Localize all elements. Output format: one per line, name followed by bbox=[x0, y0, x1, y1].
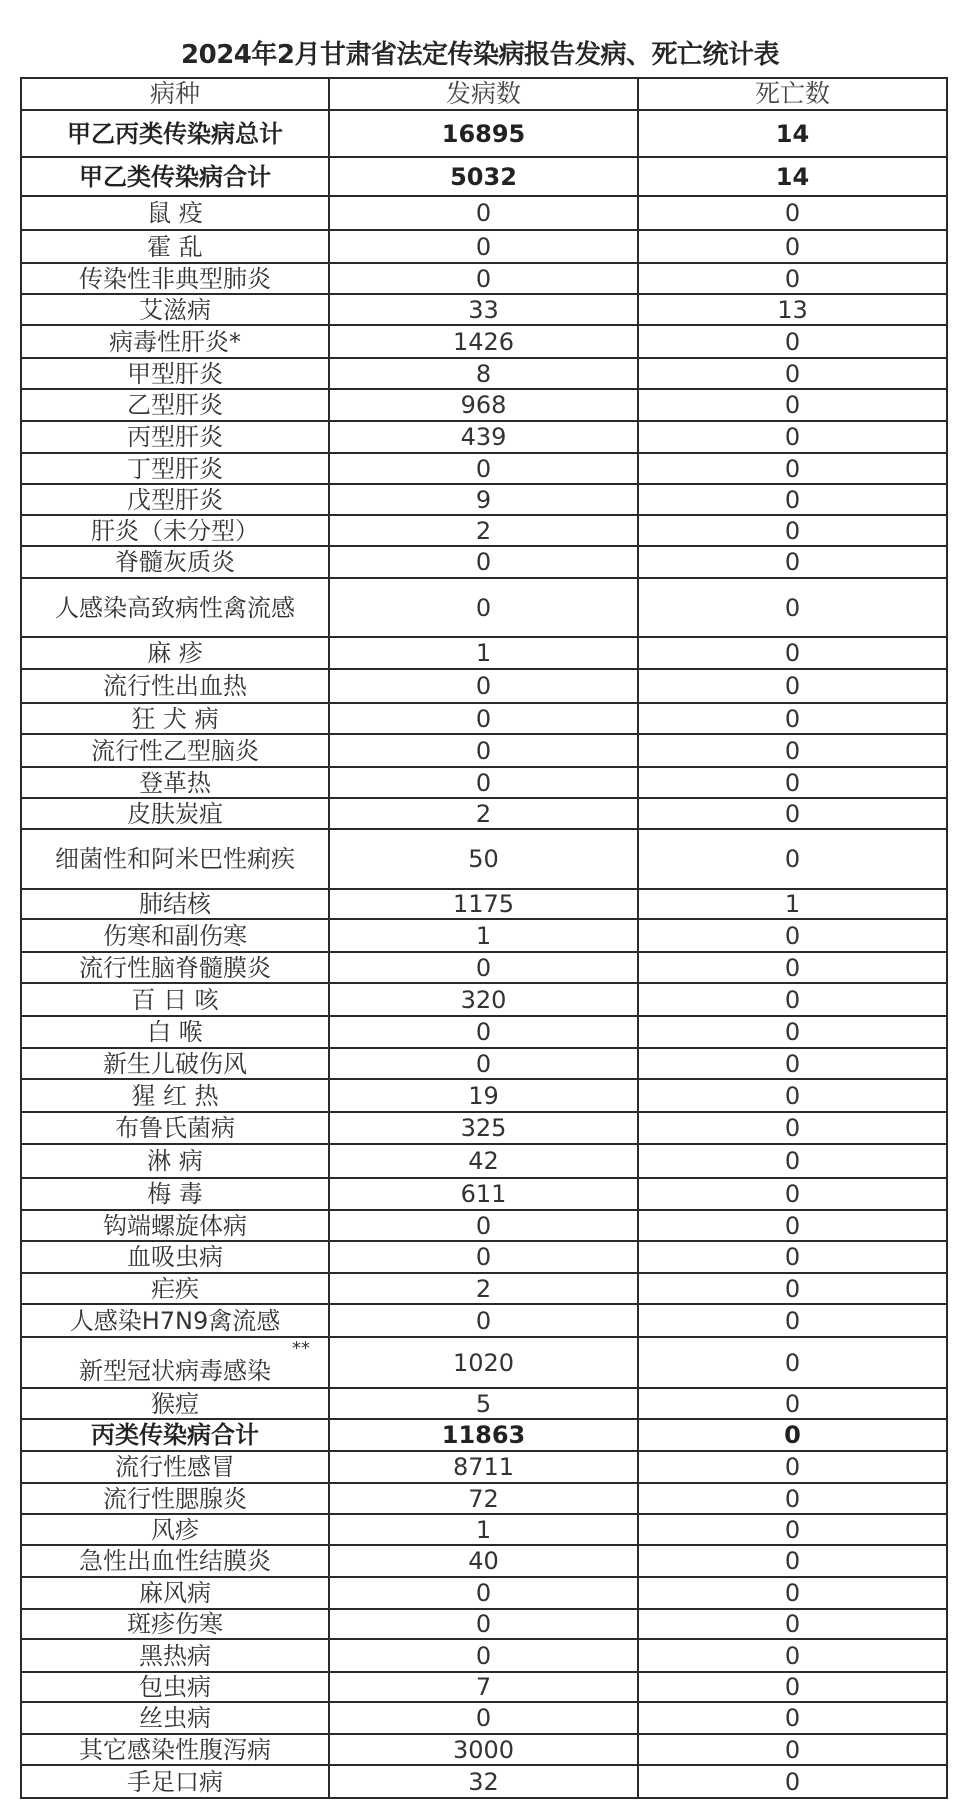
disease-name bbox=[21, 1702, 329, 1734]
cases-count: 8 bbox=[329, 358, 638, 389]
cases-count: 7 bbox=[329, 1672, 638, 1702]
cases-count: 5032 bbox=[329, 157, 638, 196]
deaths-count: 0 bbox=[638, 1210, 947, 1241]
cases-count: 2 bbox=[329, 1273, 638, 1304]
header-disease: 病种 bbox=[21, 78, 329, 110]
disease-name-text: 鼠 疫 bbox=[147, 199, 203, 227]
disease-name-text: 流行性脑脊髓膜炎 bbox=[79, 953, 271, 982]
table-row bbox=[21, 515, 947, 546]
table-row bbox=[21, 952, 947, 983]
disease-name bbox=[21, 798, 329, 829]
footnote-marker: ** bbox=[292, 1338, 310, 1359]
cases-count: 0 bbox=[329, 453, 638, 484]
disease-name-text: 麻 疹 bbox=[147, 639, 203, 667]
table-row bbox=[21, 767, 947, 798]
disease-name-text: 甲型肝炎 bbox=[127, 359, 223, 388]
cases-count: 33 bbox=[329, 294, 638, 325]
disease-name-text: 斑疹伤寒 bbox=[127, 1610, 223, 1638]
disease-name bbox=[21, 263, 329, 294]
table-row bbox=[21, 1734, 947, 1765]
disease-name-text: 甲乙类传染病合计 bbox=[79, 162, 271, 191]
header-cases: 发病数 bbox=[329, 78, 638, 110]
table-row bbox=[21, 637, 947, 669]
table-row bbox=[21, 325, 947, 358]
disease-name bbox=[21, 1241, 329, 1273]
deaths-count: 0 bbox=[638, 1672, 947, 1702]
table-row bbox=[21, 1337, 947, 1388]
disease-name bbox=[21, 1016, 329, 1048]
disease-name bbox=[21, 421, 329, 453]
disease-name-text: 猩 红 热 bbox=[131, 1081, 219, 1110]
deaths-count: 0 bbox=[638, 767, 947, 798]
disease-name-text: 百 日 咳 bbox=[131, 985, 219, 1014]
disease-name-text: 戊型肝炎 bbox=[127, 485, 223, 514]
disease-name-text: 肺结核 bbox=[139, 890, 211, 918]
disease-name-text: 急性出血性结膜炎 bbox=[79, 1547, 271, 1575]
cases-count: 19 bbox=[329, 1079, 638, 1112]
disease-name-text: 猴痘 bbox=[151, 1389, 199, 1418]
deaths-count: 0 bbox=[638, 230, 947, 263]
disease-name bbox=[21, 637, 329, 669]
table-row-total bbox=[21, 110, 947, 157]
disease-name-text: 艾滋病 bbox=[139, 295, 211, 324]
disease-name-text: 梅 毒 bbox=[147, 1180, 203, 1208]
deaths-count: 0 bbox=[638, 1639, 947, 1672]
disease-name-text: 黑热病 bbox=[139, 1641, 211, 1670]
deaths-count: 0 bbox=[638, 734, 947, 767]
disease-name bbox=[21, 1144, 329, 1178]
table-row bbox=[21, 578, 947, 637]
deaths-count: 0 bbox=[638, 637, 947, 669]
deaths-count: 0 bbox=[638, 196, 947, 230]
disease-name bbox=[21, 1048, 329, 1079]
deaths-count: 0 bbox=[638, 453, 947, 484]
disease-name bbox=[21, 1451, 329, 1483]
deaths-count: 0 bbox=[638, 325, 947, 358]
disease-name-text: 丙型肝炎 bbox=[127, 423, 223, 451]
disease-name-text: 甲乙丙类传染病总计 bbox=[67, 119, 283, 148]
disease-name-text: 白 喉 bbox=[147, 1018, 203, 1046]
cases-count: 0 bbox=[329, 230, 638, 263]
disease-name bbox=[21, 1178, 329, 1210]
table-row bbox=[21, 1577, 947, 1609]
deaths-count: 0 bbox=[638, 1273, 947, 1304]
disease-name bbox=[21, 1639, 329, 1672]
deaths-count: 0 bbox=[638, 1388, 947, 1419]
table-row bbox=[21, 1079, 947, 1112]
table-row bbox=[21, 453, 947, 484]
disease-name-text: 手足口病 bbox=[127, 1767, 223, 1796]
disease-name-text: 流行性腮腺炎 bbox=[103, 1484, 247, 1513]
table-row bbox=[21, 1304, 947, 1337]
deaths-count: 0 bbox=[638, 546, 947, 578]
disease-name bbox=[21, 1765, 329, 1798]
disease-name bbox=[21, 1210, 329, 1241]
disease-name bbox=[21, 230, 329, 263]
disease-name-text: 疟疾 bbox=[151, 1274, 199, 1303]
disease-name bbox=[21, 1419, 329, 1451]
deaths-count: 0 bbox=[638, 1144, 947, 1178]
cases-count: 3000 bbox=[329, 1734, 638, 1765]
cases-count: 0 bbox=[329, 546, 638, 578]
disease-name bbox=[21, 546, 329, 578]
cases-count: 439 bbox=[329, 421, 638, 453]
cases-count: 0 bbox=[329, 263, 638, 294]
deaths-count: 0 bbox=[638, 578, 947, 637]
cases-count: 1020 bbox=[329, 1337, 638, 1388]
disease-name-text: 风疹 bbox=[151, 1515, 199, 1544]
deaths-count: 0 bbox=[638, 1514, 947, 1545]
cases-count: 11863 bbox=[329, 1419, 638, 1451]
cases-count: 325 bbox=[329, 1112, 638, 1144]
cases-count: 0 bbox=[329, 1609, 638, 1639]
cases-count: 1 bbox=[329, 1514, 638, 1545]
deaths-count: 0 bbox=[638, 1609, 947, 1639]
disease-name bbox=[21, 484, 329, 515]
cases-count: 320 bbox=[329, 983, 638, 1016]
deaths-count: 13 bbox=[638, 294, 947, 325]
disease-name bbox=[21, 196, 329, 230]
disease-name bbox=[21, 1079, 329, 1112]
cases-count: 0 bbox=[329, 734, 638, 767]
deaths-count: 0 bbox=[638, 1577, 947, 1609]
cases-count: 0 bbox=[329, 196, 638, 230]
table-row bbox=[21, 919, 947, 952]
table-row bbox=[21, 1545, 947, 1577]
cases-count: 0 bbox=[329, 1048, 638, 1079]
disease-statistics-table bbox=[20, 77, 948, 1799]
deaths-count: 0 bbox=[638, 1016, 947, 1048]
deaths-count: 0 bbox=[638, 484, 947, 515]
table-row bbox=[21, 1210, 947, 1241]
disease-name bbox=[21, 1273, 329, 1304]
disease-name-text: 包虫病 bbox=[139, 1673, 211, 1701]
deaths-count: 0 bbox=[638, 421, 947, 453]
deaths-count: 0 bbox=[638, 919, 947, 952]
disease-name bbox=[21, 829, 329, 889]
cases-count: 40 bbox=[329, 1545, 638, 1577]
cases-count: 968 bbox=[329, 389, 638, 421]
deaths-count: 0 bbox=[638, 1112, 947, 1144]
table-row bbox=[21, 230, 947, 263]
cases-count: 5 bbox=[329, 1388, 638, 1419]
disease-name bbox=[21, 669, 329, 703]
disease-name bbox=[21, 703, 329, 734]
cases-count: 9 bbox=[329, 484, 638, 515]
deaths-count: 0 bbox=[638, 1451, 947, 1483]
cases-count: 0 bbox=[329, 669, 638, 703]
header-deaths: 死亡数 bbox=[638, 78, 947, 110]
disease-name-text: 流行性乙型脑炎 bbox=[91, 736, 259, 765]
disease-name bbox=[21, 157, 329, 196]
disease-name-text: 布鲁氏菌病 bbox=[115, 1114, 235, 1142]
disease-name-text: 丝虫病 bbox=[139, 1704, 211, 1732]
disease-name bbox=[21, 1388, 329, 1419]
disease-name bbox=[21, 453, 329, 484]
table-row bbox=[21, 389, 947, 421]
cases-count: 42 bbox=[329, 1144, 638, 1178]
table-row bbox=[21, 1241, 947, 1273]
table-row bbox=[21, 1451, 947, 1483]
table-row bbox=[21, 703, 947, 734]
deaths-count: 0 bbox=[638, 1337, 947, 1388]
cases-count: 0 bbox=[329, 1016, 638, 1048]
table-row bbox=[21, 546, 947, 578]
disease-name bbox=[21, 889, 329, 919]
disease-name-text: 人感染H7N9禽流感 bbox=[69, 1306, 281, 1335]
deaths-count: 0 bbox=[638, 1483, 947, 1514]
table-row bbox=[21, 1016, 947, 1048]
disease-name-text: 狂 犬 病 bbox=[131, 704, 219, 733]
table-row bbox=[21, 669, 947, 703]
disease-name bbox=[21, 358, 329, 389]
table-row bbox=[21, 1273, 947, 1304]
cases-count: 0 bbox=[329, 767, 638, 798]
deaths-count: 0 bbox=[638, 1241, 947, 1273]
disease-name bbox=[21, 578, 329, 637]
page-title: 2024年2月甘肃省法定传染病报告发病、死亡统计表 bbox=[181, 40, 779, 70]
disease-name-text: 流行性出血热 bbox=[103, 672, 247, 700]
table-row bbox=[21, 1048, 947, 1079]
deaths-count: 0 bbox=[638, 703, 947, 734]
disease-name bbox=[21, 952, 329, 983]
deaths-count: 0 bbox=[638, 1048, 947, 1079]
deaths-count: 0 bbox=[638, 798, 947, 829]
disease-name bbox=[21, 515, 329, 546]
deaths-count: 0 bbox=[638, 389, 947, 421]
cases-count: 0 bbox=[329, 1304, 638, 1337]
table-row bbox=[21, 1144, 947, 1178]
disease-name bbox=[21, 767, 329, 798]
disease-name-text: 其它感染性腹泻病 bbox=[79, 1735, 271, 1764]
cases-count: 611 bbox=[329, 1178, 638, 1210]
disease-name-text: 病毒性肝炎* bbox=[109, 327, 241, 356]
cases-count: 72 bbox=[329, 1483, 638, 1514]
deaths-count: 0 bbox=[638, 1304, 947, 1337]
table-row bbox=[21, 1112, 947, 1144]
disease-name-text: 细菌性和阿米巴性痢疾 bbox=[55, 845, 295, 873]
table-row bbox=[21, 358, 947, 389]
disease-name-text: 新型冠状病毒感染 bbox=[79, 1356, 271, 1385]
table-row bbox=[21, 1639, 947, 1672]
table-row bbox=[21, 889, 947, 919]
disease-name bbox=[21, 1514, 329, 1545]
deaths-count: 14 bbox=[638, 157, 947, 196]
disease-name bbox=[21, 1337, 329, 1388]
deaths-count: 0 bbox=[638, 1702, 947, 1734]
table-row bbox=[21, 1765, 947, 1798]
deaths-count: 0 bbox=[638, 983, 947, 1016]
deaths-count: 14 bbox=[638, 110, 947, 157]
table-row bbox=[21, 484, 947, 515]
deaths-count: 1 bbox=[638, 889, 947, 919]
cases-count: 8711 bbox=[329, 1451, 638, 1483]
table-row bbox=[21, 1388, 947, 1419]
deaths-count: 0 bbox=[638, 1734, 947, 1765]
deaths-count: 0 bbox=[638, 358, 947, 389]
table-row bbox=[21, 196, 947, 230]
cases-count: 2 bbox=[329, 515, 638, 546]
disease-name-text: 皮肤炭疽 bbox=[127, 799, 223, 828]
disease-name bbox=[21, 1483, 329, 1514]
disease-name-text: 麻风病 bbox=[139, 1579, 211, 1607]
cases-count: 0 bbox=[329, 1702, 638, 1734]
disease-name-text: 丁型肝炎 bbox=[127, 454, 223, 483]
cases-count: 50 bbox=[329, 829, 638, 889]
table-row bbox=[21, 1609, 947, 1639]
table-row bbox=[21, 1514, 947, 1545]
disease-name bbox=[21, 1304, 329, 1337]
deaths-count: 0 bbox=[638, 515, 947, 546]
disease-name bbox=[21, 110, 329, 157]
cases-count: 0 bbox=[329, 1241, 638, 1273]
disease-name bbox=[21, 1734, 329, 1765]
table-row bbox=[21, 1702, 947, 1734]
cases-count: 0 bbox=[329, 1577, 638, 1609]
disease-name-text: 流行性感冒 bbox=[115, 1453, 235, 1481]
disease-name bbox=[21, 1672, 329, 1702]
table-body bbox=[21, 110, 947, 1798]
disease-name bbox=[21, 1609, 329, 1639]
table-row bbox=[21, 798, 947, 829]
table-row bbox=[21, 1178, 947, 1210]
cases-count: 1 bbox=[329, 919, 638, 952]
table-row bbox=[21, 1483, 947, 1514]
cases-count: 0 bbox=[329, 952, 638, 983]
deaths-count: 0 bbox=[638, 263, 947, 294]
disease-name-text: 乙型肝炎 bbox=[127, 391, 223, 419]
table-row bbox=[21, 829, 947, 889]
deaths-count: 0 bbox=[638, 1079, 947, 1112]
disease-name bbox=[21, 983, 329, 1016]
disease-name-text: 人感染高致病性禽流感 bbox=[55, 593, 295, 622]
cases-count: 0 bbox=[329, 1210, 638, 1241]
table-row bbox=[21, 421, 947, 453]
deaths-count: 0 bbox=[638, 669, 947, 703]
cases-count: 1 bbox=[329, 637, 638, 669]
cases-count: 2 bbox=[329, 798, 638, 829]
table-row bbox=[21, 263, 947, 294]
cases-count: 16895 bbox=[329, 110, 638, 157]
table-row bbox=[21, 1672, 947, 1702]
disease-name-text: 钩端螺旋体病 bbox=[103, 1211, 247, 1240]
disease-name-text: 传染性非典型肺炎 bbox=[79, 264, 271, 293]
disease-name bbox=[21, 1545, 329, 1577]
cases-count: 1426 bbox=[329, 325, 638, 358]
table-row bbox=[21, 294, 947, 325]
disease-name bbox=[21, 294, 329, 325]
cases-count: 32 bbox=[329, 1765, 638, 1798]
disease-name-text: 霍 乱 bbox=[147, 232, 203, 261]
disease-name-text: 登革热 bbox=[139, 768, 211, 797]
disease-name bbox=[21, 389, 329, 421]
disease-name bbox=[21, 1112, 329, 1144]
cases-count: 0 bbox=[329, 703, 638, 734]
disease-name bbox=[21, 919, 329, 952]
cases-count: 0 bbox=[329, 578, 638, 637]
cases-count: 0 bbox=[329, 1639, 638, 1672]
table-row bbox=[21, 983, 947, 1016]
table-header-row bbox=[21, 78, 947, 110]
deaths-count: 0 bbox=[638, 1178, 947, 1210]
deaths-count: 0 bbox=[638, 1419, 947, 1451]
disease-name-text: 脊髓灰质炎 bbox=[115, 548, 235, 576]
disease-name-text: 肝炎（未分型） bbox=[91, 516, 259, 545]
disease-name bbox=[21, 325, 329, 358]
deaths-count: 0 bbox=[638, 952, 947, 983]
disease-name-text: 血吸虫病 bbox=[127, 1243, 223, 1271]
table-row bbox=[21, 734, 947, 767]
disease-name-text: 丙类传染病合计 bbox=[91, 1421, 259, 1449]
disease-name-text: 淋 病 bbox=[147, 1147, 203, 1175]
disease-name-text: 新生儿破伤风 bbox=[103, 1049, 247, 1078]
table-row-total bbox=[21, 157, 947, 196]
disease-name bbox=[21, 1577, 329, 1609]
disease-name-text: 伤寒和副伤寒 bbox=[103, 921, 247, 950]
deaths-count: 0 bbox=[638, 829, 947, 889]
deaths-count: 0 bbox=[638, 1545, 947, 1577]
table-row-total bbox=[21, 1419, 947, 1451]
disease-name bbox=[21, 734, 329, 767]
cases-count: 1175 bbox=[329, 889, 638, 919]
deaths-count: 0 bbox=[638, 1765, 947, 1798]
